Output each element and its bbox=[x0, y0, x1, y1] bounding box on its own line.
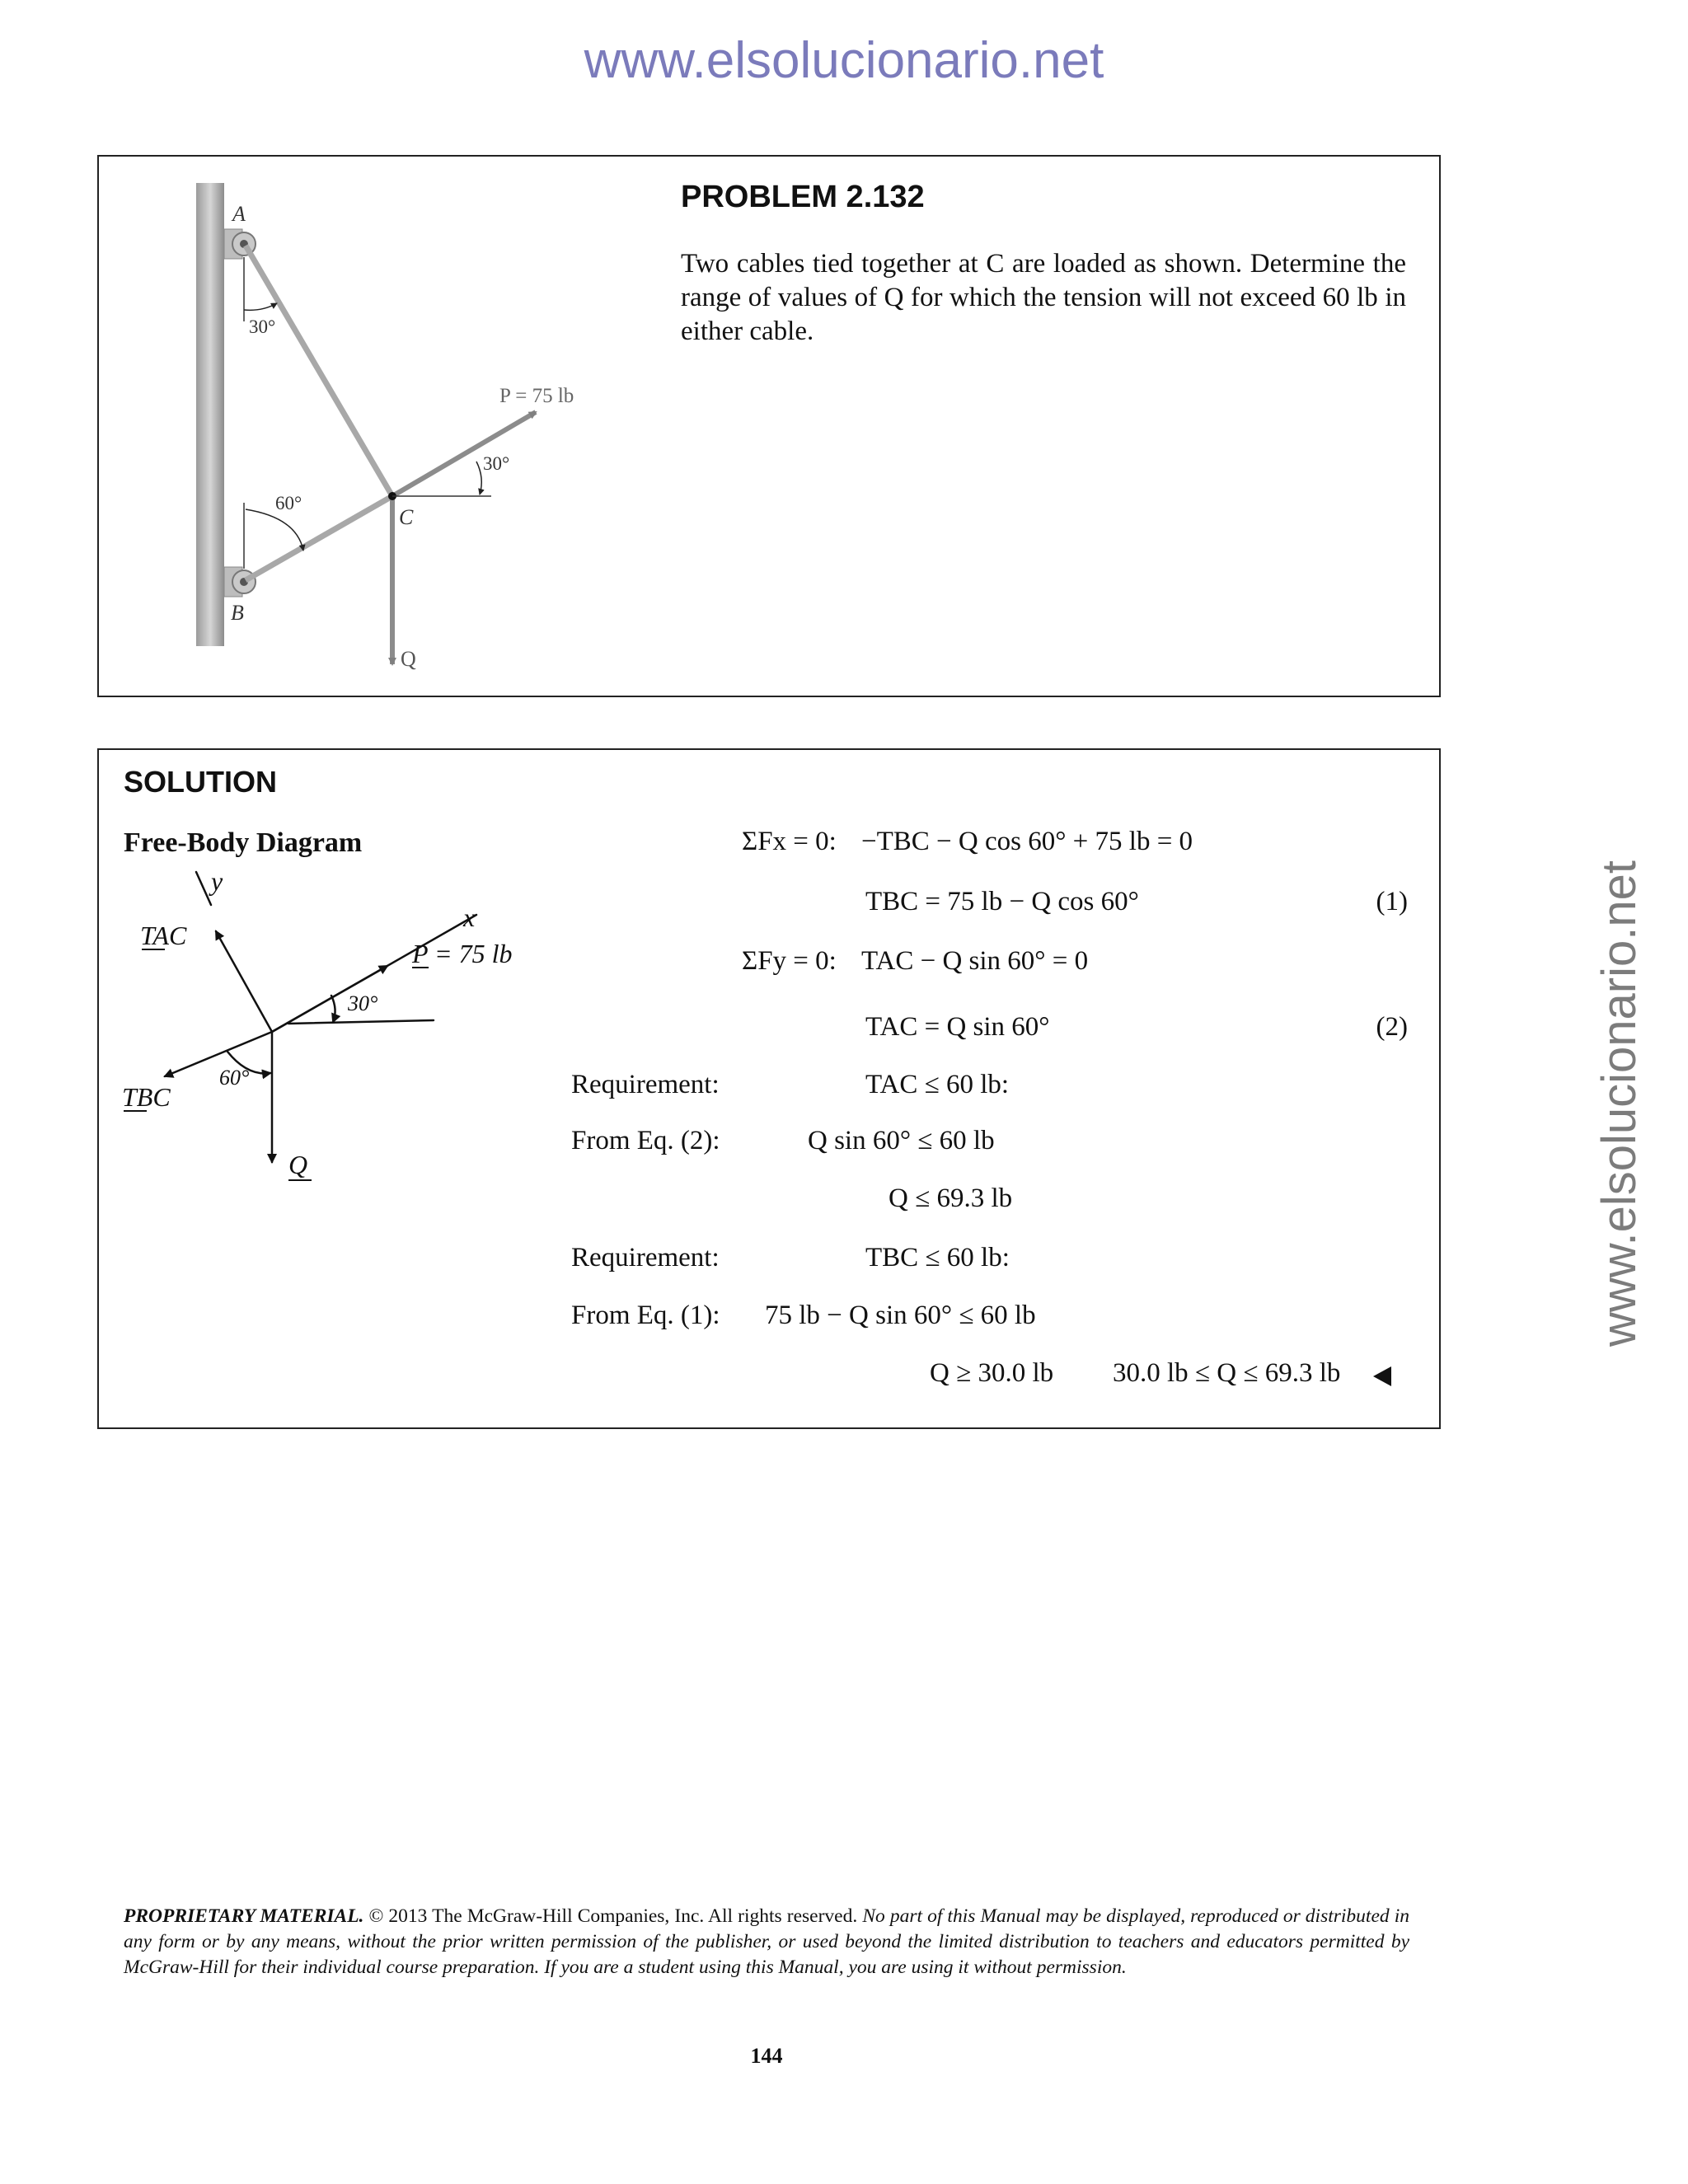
requirement-1-eq: TAC ≤ 60 lb: bbox=[865, 1070, 1010, 1099]
requirement-2-eq: TBC ≤ 60 lb: bbox=[865, 1243, 1010, 1272]
answer-marker-icon bbox=[1370, 1364, 1395, 1389]
from-eq1-label: From Eq. (1): bbox=[571, 1301, 720, 1330]
page-number: 144 bbox=[750, 2044, 783, 2068]
from-eq2-label: From Eq. (2): bbox=[571, 1126, 720, 1155]
from-eq2-eq: Q sin 60° ≤ 60 lb bbox=[808, 1126, 995, 1155]
result-1: Q ≤ 69.3 lb bbox=[889, 1183, 1013, 1213]
solution-title: SOLUTION bbox=[124, 765, 277, 799]
label-p: P = 75 lb bbox=[499, 385, 574, 407]
result-2: Q ≥ 30.0 lb bbox=[930, 1358, 1054, 1388]
problem-title: PROBLEM 2.132 bbox=[681, 180, 925, 214]
eq1-rhs: −TBC − Q cos 60° + 75 lb = 0 bbox=[861, 827, 1193, 856]
fbd-title: Free-Body Diagram bbox=[124, 827, 363, 858]
requirement-1-label: Requirement: bbox=[571, 1070, 720, 1099]
eq4: TAC = Q sin 60° bbox=[865, 1012, 1050, 1042]
eq3-lhs: ΣFy = 0: bbox=[742, 946, 837, 976]
fbd-tbc: TBC bbox=[122, 1082, 171, 1112]
fbd-angle-30: 30° bbox=[348, 991, 378, 1015]
fbd-x: x bbox=[463, 902, 476, 932]
fbd-y: y bbox=[211, 866, 223, 896]
watermark-top: www.elsolucionario.net bbox=[584, 32, 1104, 89]
label-c: C bbox=[399, 505, 414, 529]
eq2: TBC = 75 lb − Q cos 60° bbox=[865, 887, 1139, 916]
from-eq1-eq: 75 lb − Q sin 60° ≤ 60 lb bbox=[765, 1301, 1036, 1330]
eq2-number: (1) bbox=[1376, 887, 1408, 916]
label-b: B bbox=[231, 601, 244, 625]
problem-text: Two cables tied together at C are loaded as shown. Determine the range of values of Q for which the tension will not exceed 60 lb in either cable. bbox=[681, 249, 1406, 346]
footer-normal: © 2013 The McGraw-Hill Companies, Inc. All rights reserved. bbox=[363, 1905, 858, 1927]
final-answer: 30.0 lb ≤ Q ≤ 69.3 lb bbox=[1113, 1358, 1341, 1388]
fbd-angle-60: 60° bbox=[219, 1066, 250, 1090]
requirement-2-label: Requirement: bbox=[571, 1243, 720, 1272]
label-q: Q bbox=[401, 647, 416, 671]
fbd-tac: TAC bbox=[140, 921, 187, 950]
footer-bold: PROPRIETARY MATERIAL. bbox=[124, 1905, 364, 1927]
free-body-diagram bbox=[0, 0, 577, 1236]
fbd-p: P = 75 lb bbox=[412, 939, 513, 968]
angle-p: 30° bbox=[483, 453, 510, 474]
angle-mid: 60° bbox=[275, 493, 302, 513]
fbd-q: Q bbox=[288, 1150, 308, 1179]
eq1-lhs: ΣFx = 0: bbox=[742, 827, 837, 856]
eq4-number: (2) bbox=[1376, 1012, 1408, 1042]
copyright-footer bbox=[124, 1904, 1409, 1980]
eq3-rhs: TAC − Q sin 60° = 0 bbox=[861, 946, 1089, 976]
footer-italic: No part of this Manual may be displayed, reproduced or distributed in any form or by any means, without the prior written permission of the publisher, or used beyond the limited distribution to teachers and educators permitted by McGraw-Hill for their individual course preparation. If you are a student using this Manual, you are using it without permission. bbox=[124, 1905, 1409, 1978]
label-a: A bbox=[232, 202, 246, 226]
watermark-side: www.elsolucionario.net bbox=[1592, 860, 1646, 1347]
angle-top: 30° bbox=[249, 316, 276, 337]
